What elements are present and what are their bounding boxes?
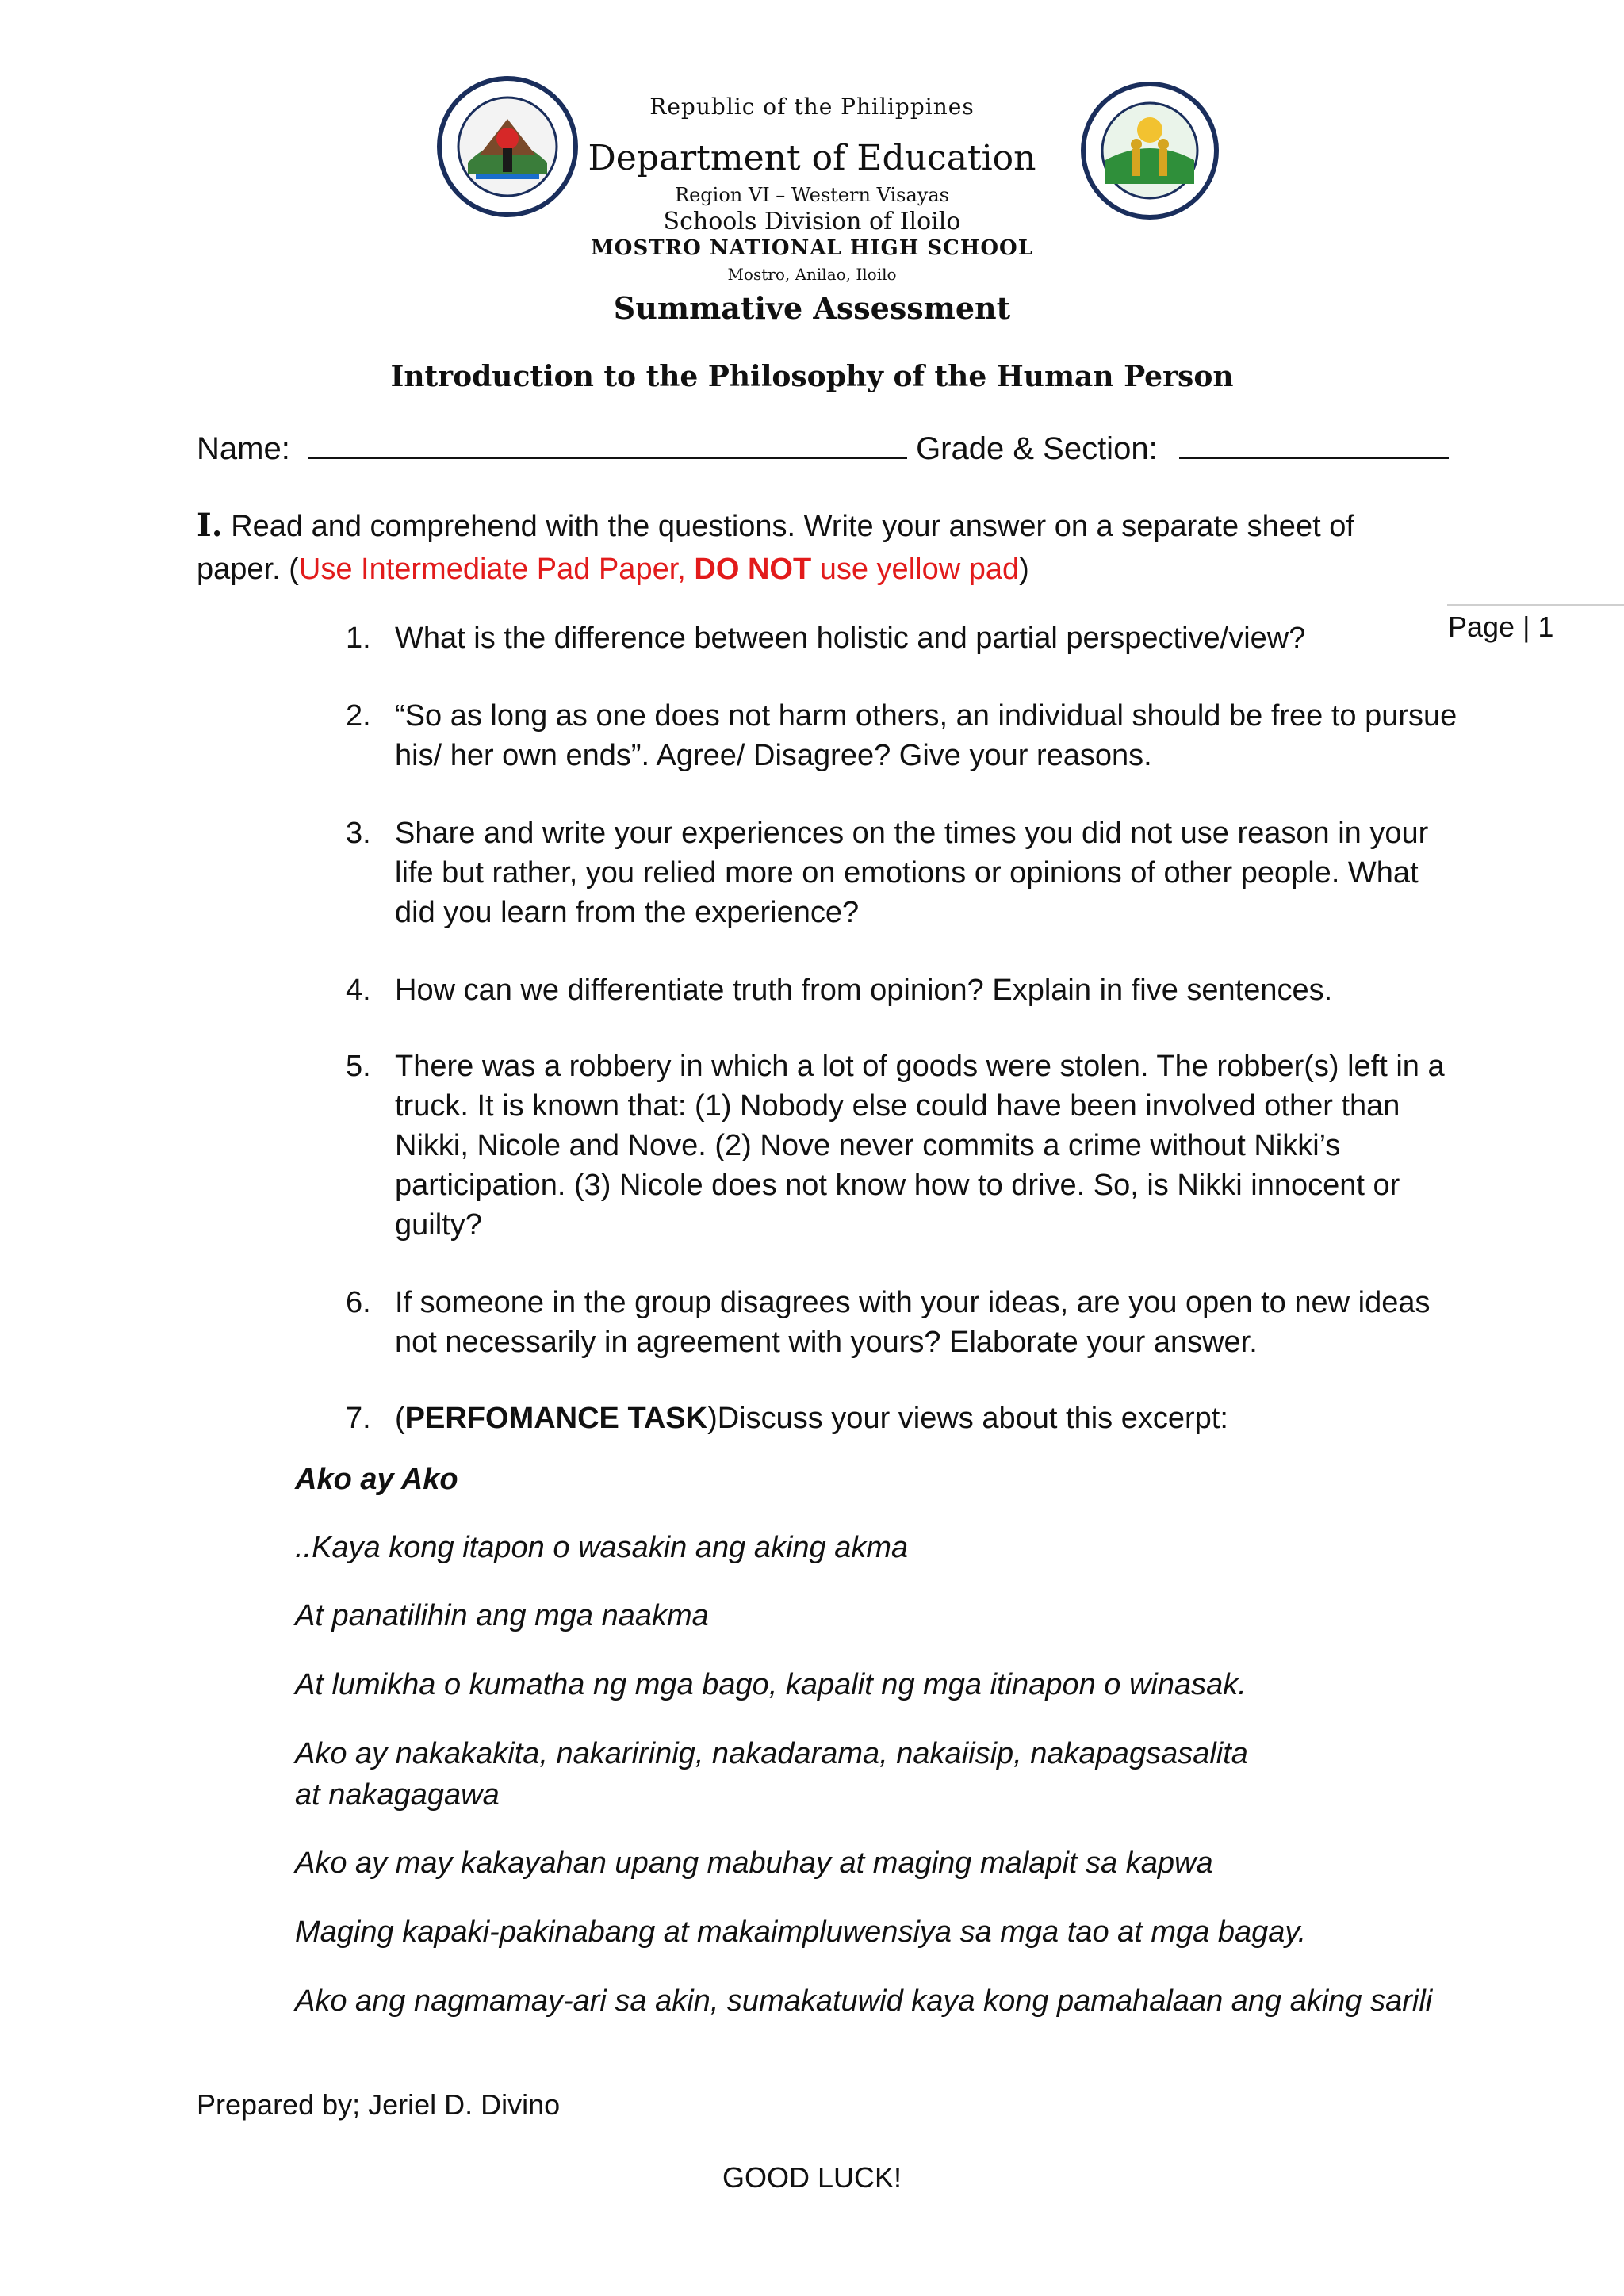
prepared-by: Prepared by; Jeriel D. Divino <box>197 2088 561 2121</box>
question-number: 6. <box>346 1286 371 1319</box>
grade-section-field[interactable] <box>1179 428 1449 459</box>
instructions-close: ) <box>1019 553 1029 586</box>
instructions-text: Read and comprehend with the questions. Write your answer on a separate sheet of paper. ( <box>197 510 1354 586</box>
page-number: Page | 1 <box>1448 610 1554 643</box>
assessment-title: Summative Assessment <box>613 290 1011 326</box>
question-number: 2. <box>346 699 371 733</box>
task-rest: )Discuss your views about this excerpt: <box>707 1402 1228 1435</box>
instructions-roman: I. <box>197 507 223 544</box>
poem-line-5: Ako ay may kakayahan upang mabuhay at maging malapit sa kapwa <box>295 1846 1213 1880</box>
page-tab-divider <box>1447 604 1624 606</box>
subject-title: Introduction to the Philosophy of the Human Person <box>390 360 1234 393</box>
question-number: 4. <box>346 974 371 1007</box>
name-field[interactable] <box>308 428 907 459</box>
header-republic: Republic of the Philippines <box>649 94 975 120</box>
header-division: Schools Division of Iloilo <box>663 208 961 235</box>
header-address: Mostro, Anilao, Iloilo <box>727 265 897 284</box>
question-text: “So as long as one does not harm others, an individual should be free to pursue his/ her own ends”. Agree/ Disagree? Give your reasons. <box>395 699 1457 772</box>
task-text <box>395 1399 1465 1438</box>
question-number: 5. <box>346 1050 371 1083</box>
poem-line-1: ..Kaya kong itapon o wasakin ang aking akma <box>295 1531 909 1564</box>
question-number: 3. <box>346 817 371 850</box>
header-school: MOSTRO NATIONAL HIGH SCHOOL <box>591 236 1033 260</box>
task-open: ( <box>395 1402 405 1435</box>
question-text: Share and write your experiences on the times you did not use reason in your life but rather, you relied more on emotions or opinions of other people. What did you learn from the experience? <box>395 817 1429 929</box>
poem-line-6: Maging kapaki-pakinabang at makaimpluwensiya sa mga tao at mga bagay. <box>295 1915 1307 1949</box>
poem-line-2: At panatilihin ang mga naakma <box>295 1599 709 1632</box>
poem-title: Ako ay Ako <box>295 1463 458 1496</box>
instructions <box>197 504 1434 591</box>
question-text: There was a robbery in which a lot of goods were stolen. The robber(s) left in a truck. It is known that: (1) Nobody else could have been involved other than Nikki, Nicole and Nove. (2) Nove never commits a crime without Nikki’s participation. (3) Nicole does not know how to drive. So, is Nikki innocent or guilty? <box>395 1050 1445 1242</box>
grade-section-label: Grade & Section: <box>916 431 1158 466</box>
instructions-red-bold: DO NOT <box>694 553 812 586</box>
instructions-red-1: Use Intermediate Pad Paper, <box>298 553 695 586</box>
question-text: If someone in the group disagrees with your ideas, are you open to new ideas not necessarily in agreement with yours? Elaborate your answer. <box>395 1286 1431 1359</box>
header-department: Department of Education <box>588 138 1036 178</box>
name-grade-row <box>197 428 1426 467</box>
poem-line-7: Ako ang nagmamay-ari sa akin, sumakatuwid kaya kong pamahalaan ang aking sarili <box>295 1984 1433 2018</box>
question-text: What is the difference between holistic and partial perspective/view? <box>395 622 1306 655</box>
good-luck: GOOD LUCK! <box>722 2161 902 2194</box>
question-text: How can we differentiate truth from opinion? Explain in five sentences. <box>395 974 1333 1007</box>
question-number: 1. <box>346 622 371 655</box>
task-number: 7. <box>346 1402 371 1435</box>
task-bold: PERFOMANCE TASK <box>404 1402 708 1435</box>
instructions-red-2: use yellow pad <box>811 553 1020 586</box>
poem-line-3: At lumikha o kumatha ng mga bago, kapalit ng mga itinapon o winasak. <box>295 1668 1247 1701</box>
header-region: Region VI – Western Visayas <box>675 184 949 206</box>
name-label: Name: <box>197 431 290 466</box>
poem-line-4: Ako ay nakakakita, nakaririnig, nakadarama, nakaiisip, nakapagsasalita at nakagagawa <box>295 1737 1248 1812</box>
